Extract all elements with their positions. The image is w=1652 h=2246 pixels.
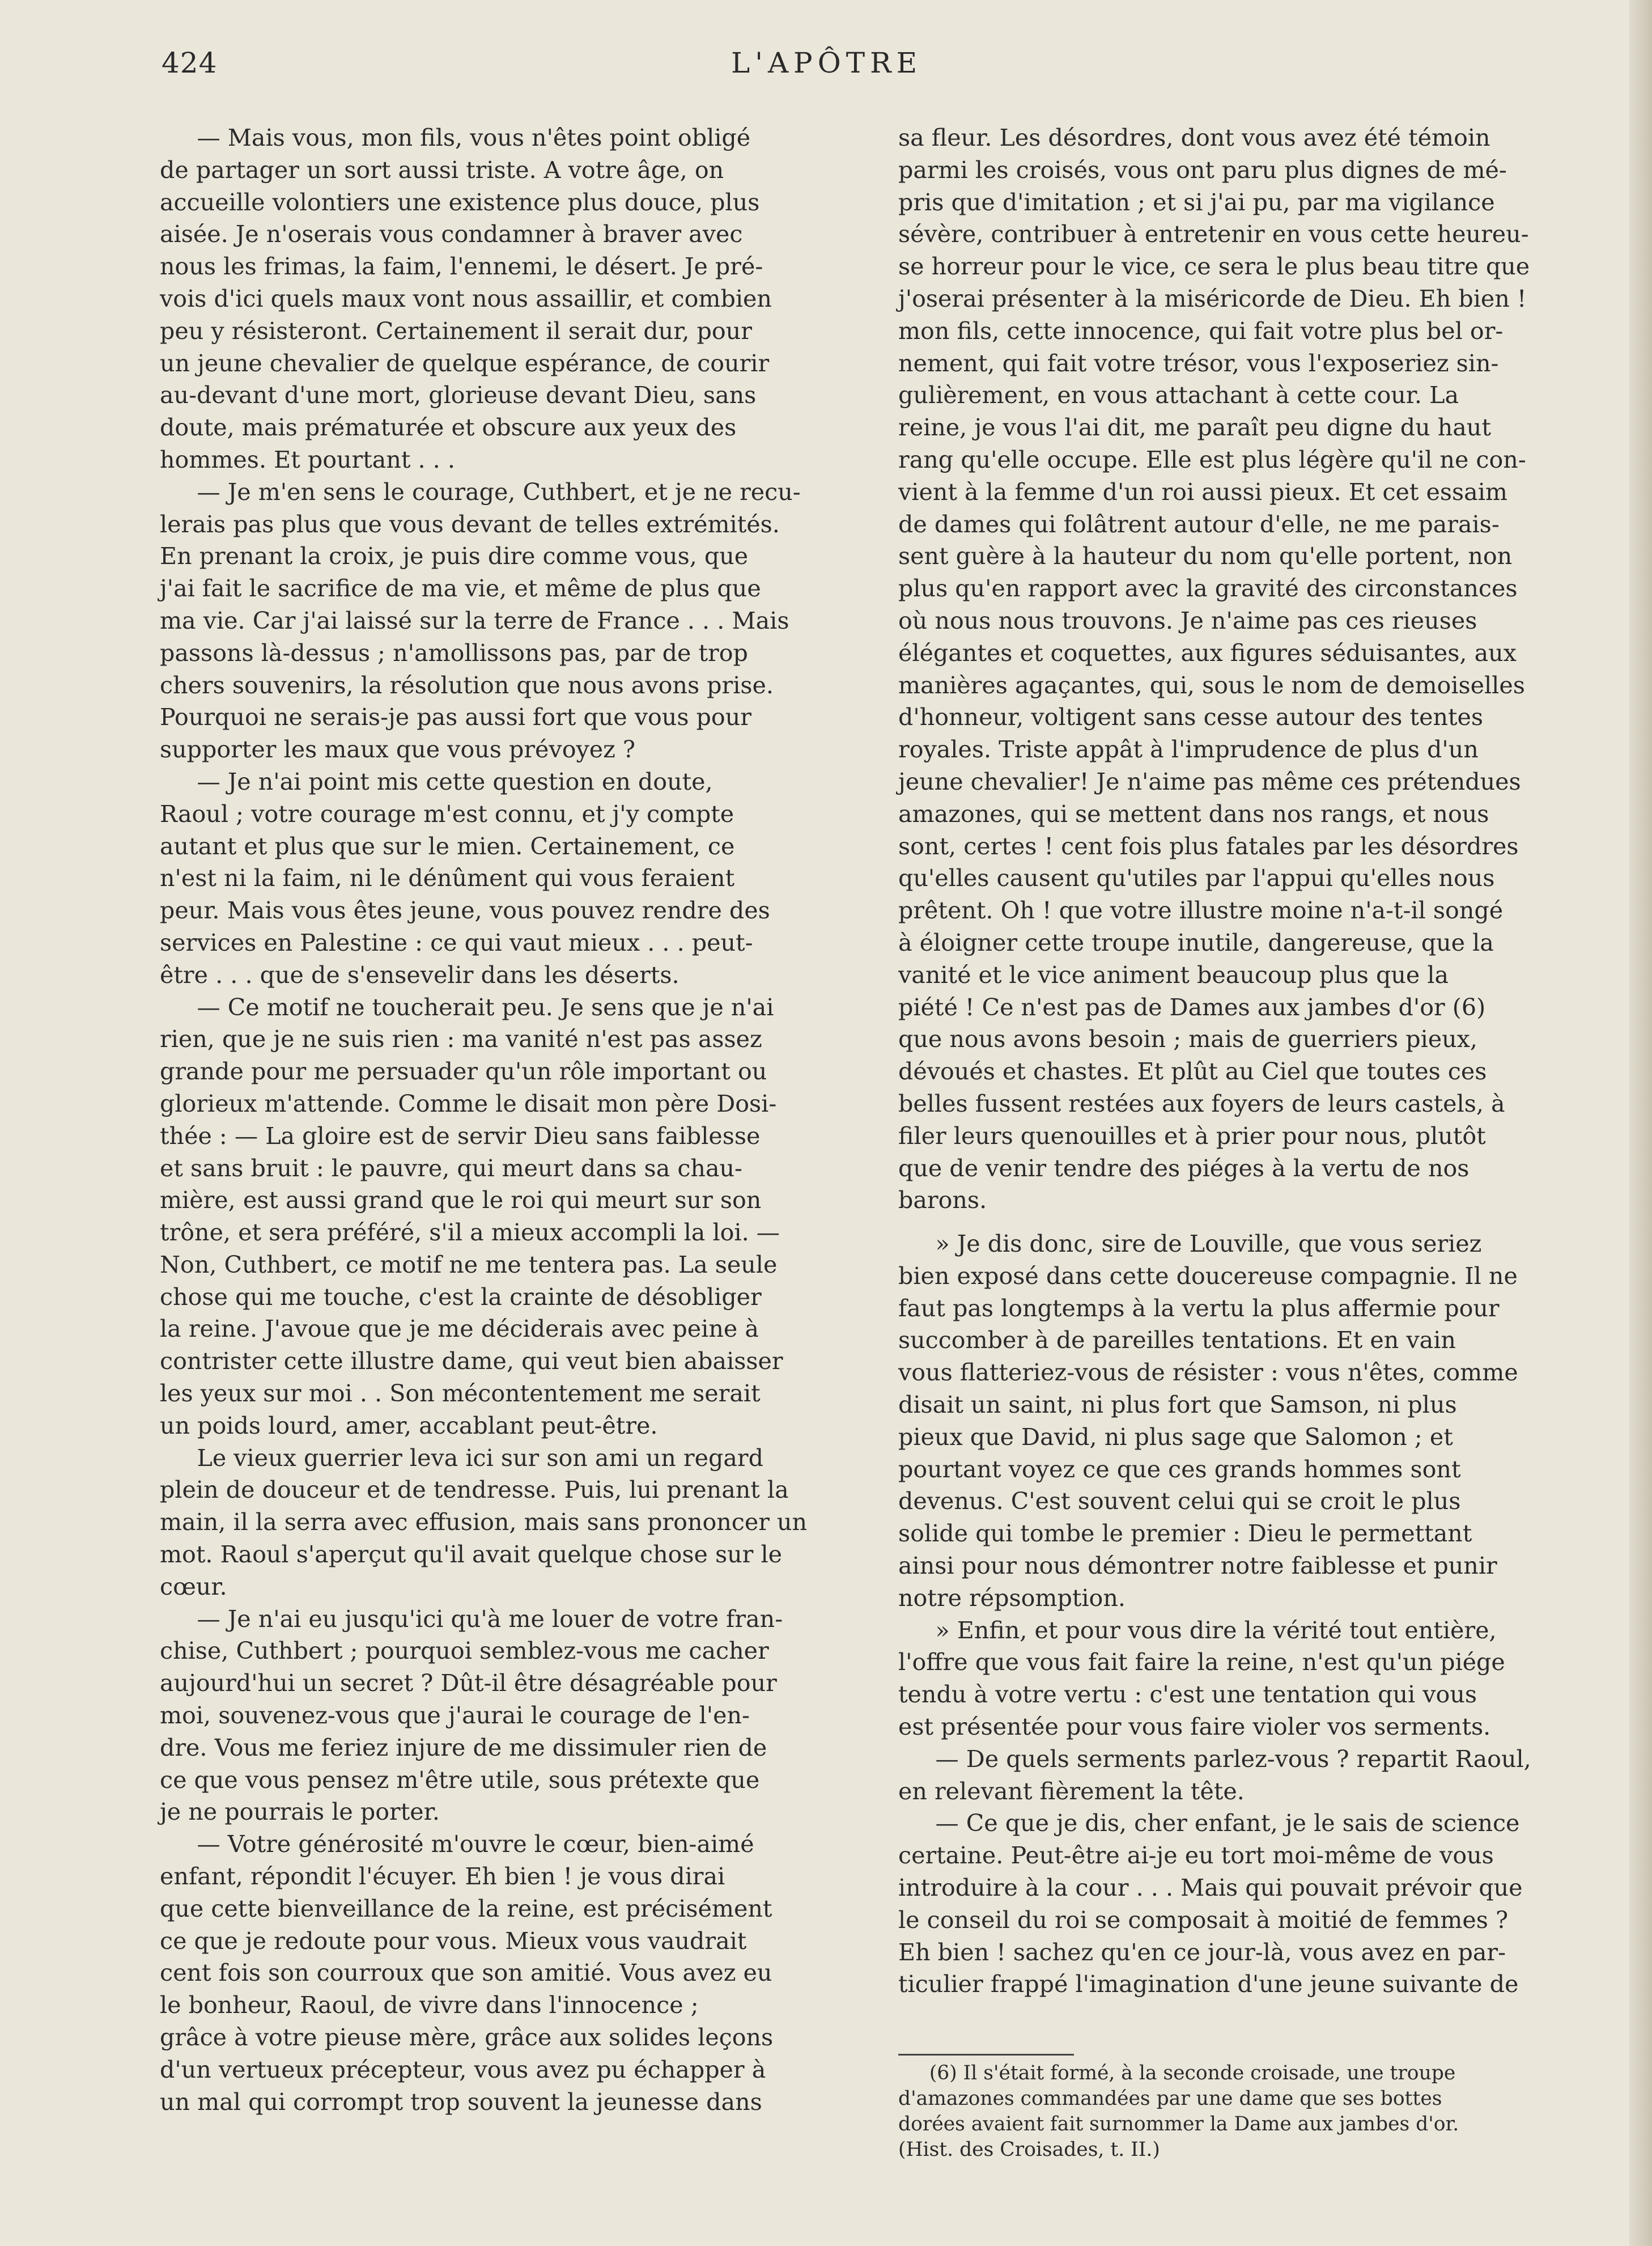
text-line: accueille volontiers une existence plus douce, plus	[160, 188, 760, 216]
text-line: peur. Mais vous êtes jeune, vous pouvez rendre des	[160, 897, 770, 925]
text-line: vanité et le vice animent beaucoup plus que la	[898, 961, 1449, 989]
text-line: En prenant la croix, je puis dire comme vous, que	[160, 543, 749, 570]
text-line: certaine. Peut-être ai-je eu tort moi-même de vous	[898, 1842, 1494, 1870]
text-line: piété ! Ce n'est pas de Dames aux jambes d'or (6)	[898, 993, 1486, 1021]
text-line: moi, souvenez-vous que j'aurai le courage de l'en-	[160, 1702, 750, 1730]
text-line: » Enfin, et pour vous dire la vérité tout entière,	[898, 1616, 1497, 1644]
text-line: parmi les croisés, vous ont paru plus dignes de mé-	[898, 156, 1507, 184]
footnote-line: (Hist. des Croisades, t. II.)	[898, 2138, 1160, 2161]
text-line: dre. Vous me feriez injure de me dissimuler rien de	[160, 1734, 767, 1761]
text-line: pris que d'imitation ; et si j'ai pu, par ma vigilance	[898, 188, 1495, 216]
text-line: jeune chevalier! Je n'aime pas même ces prétendues	[898, 768, 1521, 795]
text-line: ticulier frappé l'imagination d'une jeune suivante de	[898, 1970, 1519, 1998]
text-line: pourtant voyez ce que ces grands hommes sont	[898, 1455, 1461, 1483]
text-line: d'honneur, voltigent sans cesse autour des tentes	[898, 704, 1484, 731]
text-line: j'oserai présenter à la miséricorde de Dieu. Eh bien !	[898, 285, 1527, 312]
text-line: le bonheur, Raoul, de vivre dans l'innocence ;	[160, 1991, 699, 2019]
text-line: mon fils, cette innocence, qui fait votre plus bel or-	[898, 317, 1504, 345]
text-line: succomber à de pareilles tentations. Et en vain	[898, 1327, 1456, 1354]
page-binding-edge	[1629, 0, 1652, 2246]
text-line: rang qu'elle occupe. Elle est plus légère qu'il ne con-	[898, 446, 1526, 473]
footnote-line: dorées avaient fait surnommer la Dame aux jambes d'or.	[898, 2113, 1459, 2135]
text-line: plus qu'en rapport avec la gravité des circonstances	[898, 575, 1518, 603]
text-line: que nous avons besoin ; mais de guerriers pieux,	[898, 1025, 1477, 1053]
text-line: belles fussent restées aux foyers de leurs castels, à	[898, 1090, 1505, 1117]
text-line: de partager un sort aussi triste. A votre âge, on	[160, 156, 724, 184]
page-number: 424	[162, 46, 218, 79]
text-line: plein de douceur et de tendresse. Puis, lui prenant la	[160, 1476, 789, 1504]
running-title: L'APÔTRE	[731, 46, 923, 79]
text-line: cent fois son courroux que son amitié. Vous avez eu	[160, 1959, 772, 1987]
text-line: de dames qui folâtrent autour d'elle, ne me parais-	[898, 510, 1500, 538]
text-line: passons là-dessus ; n'amollissons pas, par de trop	[160, 639, 748, 667]
text-line: l'offre que vous fait faire la reine, n'est qu'un piége	[898, 1649, 1505, 1676]
footnote	[898, 2061, 1607, 2163]
text-line: bien exposé dans cette doucereuse compagnie. Il ne	[898, 1262, 1518, 1290]
text-line: où nous nous trouvons. Je n'aime pas ces rieuses	[898, 607, 1477, 634]
text-line: n'est ni la faim, ni le dénûment qui vous feraient	[160, 865, 735, 892]
text-line: un mal qui corrompt trop souvent la jeunesse dans	[160, 2088, 762, 2116]
text-line: services en Palestine : ce qui vaut mieux . . . peut-	[160, 929, 753, 956]
text-line: aujourd'hui un secret ? Dût-il être désagréable pour	[160, 1669, 777, 1697]
text-line: glorieux m'attende. Comme le disait mon père Dosi-	[160, 1090, 777, 1117]
text-line: Non, Cuthbert, ce motif ne me tentera pas. La seule	[160, 1251, 778, 1278]
text-line: je ne pourrais le porter.	[160, 1798, 440, 1826]
text-line: pieux que David, ni plus sage que Salomon ; et	[898, 1423, 1453, 1451]
text-line: sa fleur. Les désordres, dont vous avez été témoin	[898, 124, 1490, 151]
text-line: vient à la femme d'un roi aussi pieux. Et cet essaim	[898, 478, 1507, 506]
text-line: — Je n'ai eu jusqu'ici qu'à me louer de votre fran-	[160, 1605, 783, 1633]
text-line: autant et plus que sur le mien. Certainement, ce	[160, 832, 735, 860]
text-line: — Ce que je dis, cher enfant, je le sais de science	[898, 1809, 1520, 1837]
text-line: chose qui me touche, c'est la crainte de désobliger	[160, 1283, 762, 1311]
text-line: barons.	[898, 1186, 987, 1214]
text-line: à éloigner cette troupe inutile, dangereuse, que la	[898, 929, 1494, 956]
text-line: chers souvenirs, la résolution que nous avons prise.	[160, 671, 774, 699]
text-line: supporter les maux que vous prévoyez ?	[160, 736, 636, 764]
text-line: sévère, contribuer à entretenir en vous cette heureu-	[898, 221, 1529, 248]
footnote-line: (6) Il s'était formé, à la seconde croisade, une troupe	[898, 2062, 1456, 2084]
text-line: amazones, qui se mettent dans nos rangs, et nous	[898, 800, 1489, 828]
text-line: notre répsomption.	[898, 1584, 1126, 1612]
text-line: enfant, répondit l'écuyer. Eh bien ! je vous dirai	[160, 1863, 725, 1891]
text-line: mière, est aussi grand que le roi qui meurt sur son	[160, 1186, 762, 1214]
text-line: Eh bien ! sachez qu'en ce jour-là, vous avez en par-	[898, 1938, 1506, 1966]
text-line: un jeune chevalier de quelque espérance, de courir	[160, 349, 770, 377]
text-line: sont, certes ! cent fois plus fatales par les désordres	[898, 832, 1519, 860]
text-line: en relevant fièrement la tête.	[898, 1777, 1245, 1805]
text-line: — Votre générosité m'ouvre le cœur, bien-aimé	[160, 1830, 754, 1858]
text-line: être . . . que de s'ensevelir dans les déserts.	[160, 961, 680, 989]
text-line: royales. Triste appât à l'imprudence de plus d'un	[898, 736, 1479, 764]
text-line: peu y résisteront. Certainement il serait dur, pour	[160, 317, 752, 345]
text-line: grande pour me persuader qu'un rôle important ou	[160, 1058, 767, 1086]
text-line: vois d'ici quels maux vont nous assaillir, et combien	[160, 285, 772, 312]
text-line: faut pas longtemps à la vertu la plus affermie pour	[898, 1294, 1500, 1322]
text-line: doute, mais prématurée et obscure aux yeux des	[160, 414, 737, 442]
text-line: — Je n'ai point mis cette question en doute,	[160, 768, 713, 795]
text-line: hommes. Et pourtant . . .	[160, 446, 455, 473]
text-line: disait un saint, ni plus fort que Samson, ni plus	[898, 1391, 1457, 1419]
text-line: — Je m'en sens le courage, Cuthbert, et je ne recu-	[160, 478, 801, 506]
text-line: mot. Raoul s'aperçut qu'il avait quelque chose sur le	[160, 1541, 783, 1569]
text-line: d'un vertueux précepteur, vous avez pu échapper à	[160, 2056, 766, 2083]
text-line: Pourquoi ne serais-je pas aussi fort que vous pour	[160, 704, 751, 731]
text-line: que de venir tendre des piéges à la vertu de nos	[898, 1154, 1470, 1182]
text-line: se horreur pour le vice, ce sera le plus beau titre que	[898, 253, 1530, 281]
text-line: prêtent. Oh ! que votre illustre moine n'a-t-il songé	[898, 897, 1504, 925]
text-line: la reine. J'avoue que je me déciderais avec peine à	[160, 1315, 759, 1343]
text-line: lerais pas plus que vous devant de telles extrémités.	[160, 510, 780, 538]
footnote-line: d'amazones commandées par une dame que ses bottes	[898, 2087, 1442, 2110]
text-line: gulièrement, en vous attachant à cette cour. La	[898, 382, 1459, 409]
text-line: rien, que je ne suis rien : ma vanité n'est pas assez	[160, 1025, 762, 1053]
text-line: ma vie. Car j'ai laissé sur la terre de France . . . Mais	[160, 607, 789, 634]
footnote-separator	[898, 2054, 1074, 2056]
text-line: sent guère à la hauteur du nom qu'elle portent, non	[898, 543, 1513, 570]
text-line: filer leurs quenouilles et à prier pour nous, plutôt	[898, 1122, 1486, 1150]
text-line: chise, Cuthbert ; pourquoi semblez-vous me cacher	[160, 1637, 769, 1665]
text-line: que cette bienveillance de la reine, est précisément	[160, 1895, 772, 1922]
text-line: — De quels serments parlez-vous ? repartit Raoul,	[898, 1745, 1531, 1773]
text-line: élégantes et coquettes, aux figures séduisantes, aux	[898, 639, 1517, 667]
text-line: introduire à la cour . . . Mais qui pouvait prévoir que	[898, 1874, 1523, 1902]
text-line: est présentée pour vous faire violer vos serments.	[898, 1713, 1491, 1741]
text-line: un poids lourd, amer, accablant peut-être.	[160, 1412, 658, 1439]
text-line: le conseil du roi se composait à moitié de femmes ?	[898, 1906, 1509, 1934]
text-line: solide qui tombe le premier : Dieu le permettant	[898, 1520, 1472, 1548]
text-line: ce que vous pensez m'être utile, sous prétexte que	[160, 1766, 760, 1794]
text-line: — Mais vous, mon fils, vous n'êtes point obligé	[160, 124, 751, 151]
text-line: nous les frimas, la faim, l'ennemi, le désert. Je pré-	[160, 253, 763, 281]
text-line: tendu à votre vertu : c'est une tentation qui vous	[898, 1681, 1477, 1709]
text-line: j'ai fait le sacrifice de ma vie, et même de plus que	[160, 575, 761, 603]
text-line: thée : — La gloire est de servir Dieu sans faiblesse	[160, 1122, 761, 1150]
text-line: ainsi pour nous démontrer notre faiblesse et punir	[898, 1552, 1497, 1580]
text-line: nement, qui fait votre trésor, vous l'exposeriez sin-	[898, 349, 1499, 377]
text-line: main, il la serra avec effusion, mais sans prononcer un	[160, 1508, 808, 1536]
text-line: Le vieux guerrier leva ici sur son ami un regard	[160, 1444, 763, 1472]
text-line: Raoul ; votre courage m'est connu, et j'y compte	[160, 800, 734, 828]
text-line: reine, je vous l'ai dit, me paraît peu digne du haut	[898, 414, 1491, 442]
text-line: qu'elles causent qu'utiles par l'appui qu'elles nous	[898, 865, 1495, 892]
text-line: trône, et sera préféré, s'il a mieux accompli la loi. —	[160, 1219, 780, 1247]
text-line: cœur.	[160, 1573, 227, 1600]
text-line: — Ce motif ne toucherait peu. Je sens que je n'ai	[160, 993, 774, 1021]
text-line: et sans bruit : le pauvre, qui meurt dans sa chau-	[160, 1154, 742, 1182]
text-line: grâce à votre pieuse mère, grâce aux solides leçons	[160, 2024, 774, 2052]
text-line: dévoués et chastes. Et plût au Ciel que toutes ces	[898, 1058, 1487, 1086]
text-line: contrister cette illustre dame, qui veut bien abaisser	[160, 1347, 783, 1375]
text-line: » Je dis donc, sire de Louville, que vous seriez	[898, 1230, 1482, 1258]
text-line: devenus. C'est souvent celui qui se croit le plus	[898, 1488, 1461, 1515]
text-line: vous flatteriez-vous de résister : vous n'êtes, comme	[898, 1359, 1518, 1387]
text-line: ce que je redoute pour vous. Mieux vous vaudrait	[160, 1927, 747, 1955]
right-text-column	[898, 122, 1607, 2001]
text-line: aisée. Je n'oserais vous condamner à braver avec	[160, 221, 743, 248]
left-text-column	[160, 122, 863, 2118]
text-line: manières agaçantes, qui, sous le nom de demoiselles	[898, 671, 1525, 699]
text-line: au-devant d'une mort, glorieuse devant Dieu, sans	[160, 382, 757, 409]
text-line: les yeux sur moi . . Son mécontentement me serait	[160, 1380, 761, 1408]
